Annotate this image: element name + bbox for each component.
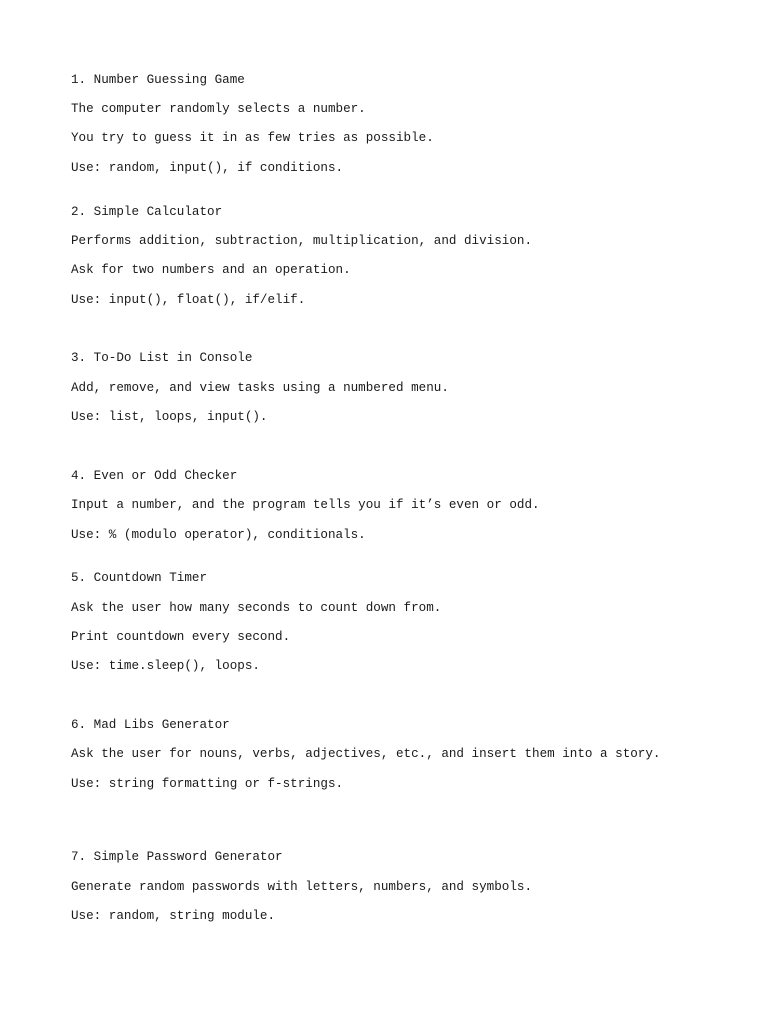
section-line: Add, remove, and view tasks using a numbered menu.: [71, 381, 449, 395]
section-line: Use: % (modulo operator), conditionals.: [71, 528, 366, 542]
section-title: 7. Simple Password Generator: [71, 850, 283, 864]
section-line: You try to guess it in as few tries as possible.: [71, 131, 434, 145]
section-line: Use: time.sleep(), loops.: [71, 659, 260, 673]
section-line: Ask the user for nouns, verbs, adjectives, etc., and insert them into a story.: [71, 747, 661, 761]
section-line: Performs addition, subtraction, multiplication, and division.: [71, 234, 533, 248]
section-title: 4. Even or Odd Checker: [71, 469, 238, 483]
section-title: 2. Simple Calculator: [71, 205, 223, 219]
section-line: Input a number, and the program tells you if it’s even or odd.: [71, 498, 540, 512]
section-title: 3. To-Do List in Console: [71, 351, 253, 365]
section-line: Ask the user how many seconds to count down from.: [71, 601, 442, 615]
section-line: Ask for two numbers and an operation.: [71, 263, 351, 277]
section-title: 6. Mad Libs Generator: [71, 718, 230, 732]
section-line: Print countdown every second.: [71, 630, 291, 644]
section-line: Use: list, loops, input().: [71, 410, 268, 424]
section-line: Use: random, input(), if conditions.: [71, 161, 344, 175]
section-line: Use: string formatting or f-strings.: [71, 777, 344, 791]
section-line: Use: random, string module.: [71, 909, 276, 923]
section-line: The computer randomly selects a number.: [71, 102, 366, 116]
section-title: 1. Number Guessing Game: [71, 73, 245, 87]
section-line: Generate random passwords with letters, numbers, and symbols.: [71, 880, 533, 894]
section-line: Use: input(), float(), if/elif.: [71, 293, 306, 307]
section-title: 5. Countdown Timer: [71, 571, 208, 585]
